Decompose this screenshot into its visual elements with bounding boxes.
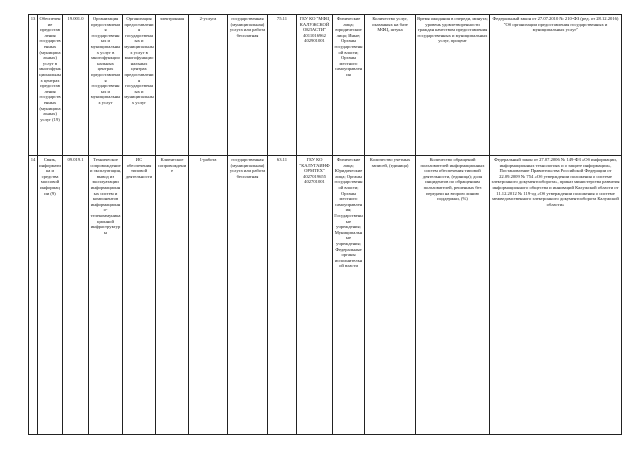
table-row: [29, 15, 622, 156]
service-unit: 2-услуга: [189, 15, 228, 156]
consumer-categories: Физические лица; юридические лица; Иные; Органы государственной власти; Органы местного самоуправления: [333, 15, 365, 156]
legal-basis: Федеральный закон от 27.07.2006 № 149-ФЗ «Об информации, информационных технологиях и о защите информации», Постановление Правительства Российской Федерации от 22.09.2009 № 754 «Об утверждении положения о системе электронного документооборота», приказ министерства развития информационного общества и инноваций Калужской области от 11.12.2012 № 119-од «Об утверждении положения о системе межведомственного электронного документооборота Калужской области»: [490, 156, 622, 435]
legal-basis: Федеральный закон от 27.07.2010 № 210-ФЗ (ред. от 28.12.2016) "Об организации предоставления государственных и муниципальных услуг": [490, 15, 622, 156]
service-code: 19.001.0: [63, 15, 89, 156]
services-register-table: [28, 14, 622, 435]
okved-code: 63.11: [268, 156, 297, 435]
consumer-categories: Физические лица; Юридические лица; Органы государственной власти; Органы местного самоуправления; Государственные учреждения; Муниципальные учреждения; Федеральные органы исполнительной власти: [333, 156, 365, 435]
service-type: государственная (муниципальная) услуга или работа бесплатная: [228, 15, 268, 156]
service-form: ИС обеспечения типовой деятельности: [123, 156, 156, 435]
quality-indicator: Количество обращений пользователей информационных систем обеспечения типовой деятельности, (единица); доля инцидентов по обращениям пользователей, решенных без передачи на второю линию поддержки, (%): [416, 156, 490, 435]
provider-org: ГБУ КО "КАЛУГАИНФОРМТЕХ" 4027019655 402701001: [297, 156, 333, 435]
service-type: государственная (муниципальная) услуга или работа бесплатная: [228, 156, 268, 435]
provider-org: ГБУ КО "МФЦ КАЛУЖСКОЙ ОБЛАСТИ" 4011016962 402901001: [297, 15, 333, 156]
service-name: Обеспечение предоставления государственных (муниципальных) услуг в многофункциональных центрах предоставления государственных (муниципальных) услуг (19): [38, 15, 63, 156]
okved-code: 75.11: [268, 15, 297, 156]
table-row: [29, 156, 622, 435]
service-code: 09.019.1: [63, 156, 89, 435]
service-form: Организация предоставления государственных и муниципальных услуг в многофункциональных центрах предоставления государственных и муниципальных услуг: [123, 15, 156, 156]
service-content: Техническое сопровождение и эксплуатация, вывод из эксплуатации информационных систем и компонентов информационно-телекоммуникационной инфраструктуры: [89, 156, 123, 435]
service-kind: электронная: [156, 15, 189, 156]
service-kind: Клиентское сопровождение: [156, 156, 189, 435]
quality-indicator: Время ожидания в очереди, минута; уровень удовлетворенности граждан качеством предоставления государственных и муниципальных услуг, процент: [416, 15, 490, 156]
service-name: Связь, информатика и средства массовой информации (9): [38, 156, 63, 435]
volume-indicator: Количество учетных записей, (единица): [365, 156, 416, 435]
service-unit: 1-работа: [189, 156, 228, 435]
row-number: 13: [29, 15, 38, 156]
service-content: Организация предоставления государственных и муниципальных услуг в многофункциональных центрах предоставления государственных и муниципальных услуг: [89, 15, 123, 156]
register-sheet: [28, 14, 621, 438]
row-number: 14: [29, 156, 38, 435]
volume-indicator: Количество услуг, оказанных на базе МФЦ, штука: [365, 15, 416, 156]
